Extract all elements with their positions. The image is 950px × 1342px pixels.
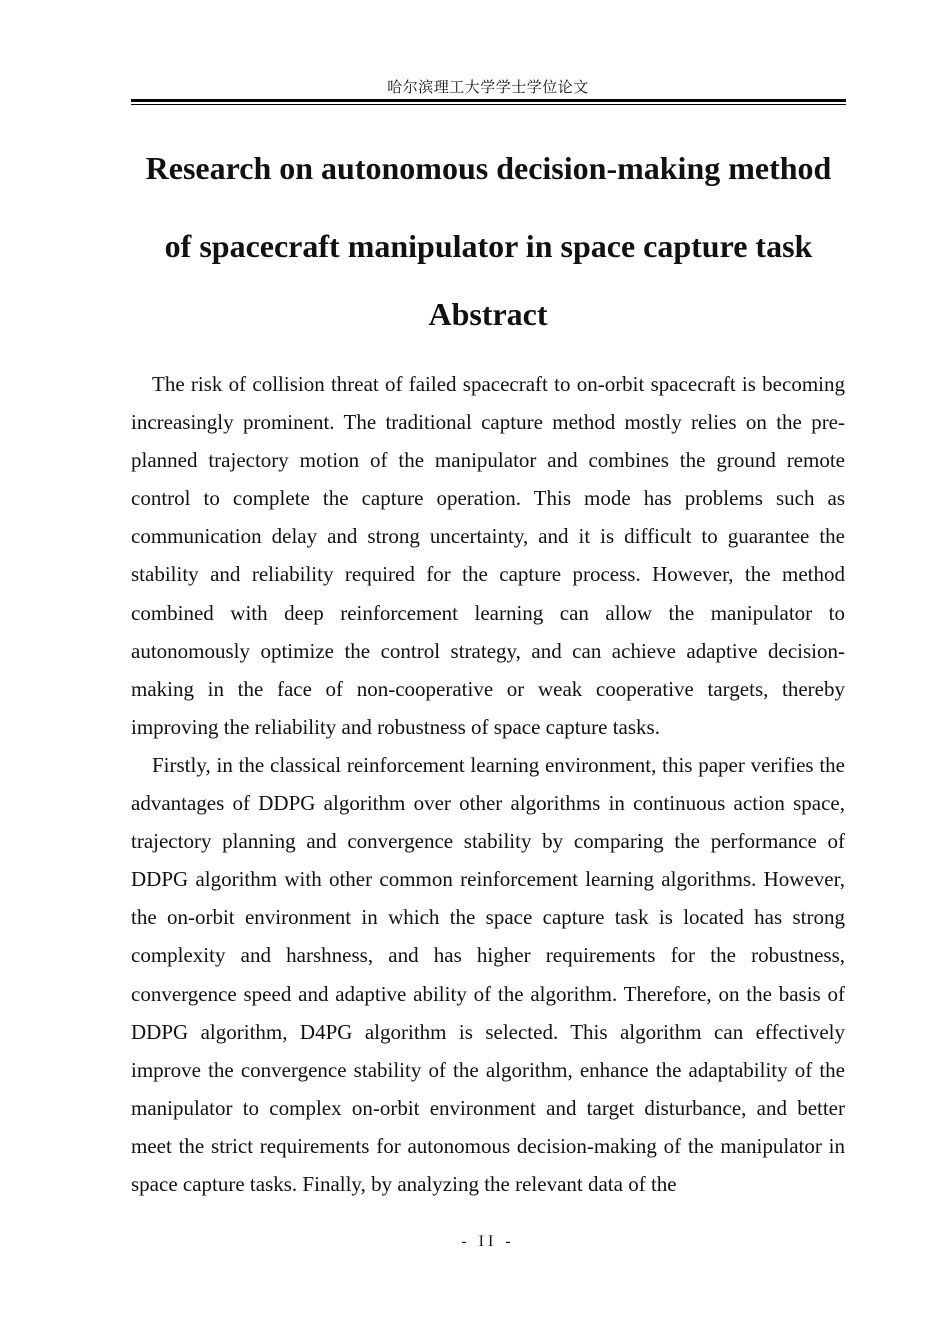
paper-title-line-1: Research on autonomous decision-making method <box>145 150 832 186</box>
running-header: 哈尔滨理工大学学士学位论文 <box>387 80 589 96</box>
abstract-body <box>131 365 845 1203</box>
abstract-paragraph-2: Firstly, in the classical reinforcement learning environment, this paper verifies the advantages of DDPG algorithm over other algorithms in continuous action space, trajectory planning and convergence stability by comparing the performance of DDPG algorithm with other common reinforcement learning algorithms. However, the on-orbit environment in which the space capture task is located has strong complexity and harshness, and has higher requirements for the robustness, convergence speed and adaptive ability of the algorithm. Therefore, on the basis of DDPG algorithm, D4PG algorithm is selected. This algorithm can effectively improve the convergence stability of the algorithm, enhance the adaptability of the manipulator to complex on-orbit environment and target disturbance, and better meet the strict requirements for autonomous decision-making of the manipulator in space capture tasks. Finally, by analyzing the relevant data of the <box>131 752 845 1196</box>
abstract-heading: Abstract <box>428 296 548 332</box>
header-rule-thick <box>131 99 846 102</box>
paper-title-line-2: of spacecraft manipulator in space capture task <box>164 228 813 264</box>
abstract-paragraph-1: The risk of collision threat of failed spacecraft to on-orbit spacecraft is becoming increasingly prominent. The traditional capture method mostly relies on the pre-planned trajectory motion of the manipulator and combines the ground remote control to complete the capture operation. This mode has problems such as communication delay and strong uncertainty, and it is difficult to guarantee the stability and reliability required for the capture process. However, the method combined with deep reinforcement learning can allow the manipulator to autonomously optimize the control strategy, and can achieve adaptive decision-making in the face of non-cooperative or weak cooperative targets, thereby improving the reliability and robustness of space capture tasks. <box>131 372 845 739</box>
header-rule-thin <box>131 104 846 105</box>
paper-title <box>121 129 856 285</box>
page-number: - II - <box>461 1233 515 1250</box>
